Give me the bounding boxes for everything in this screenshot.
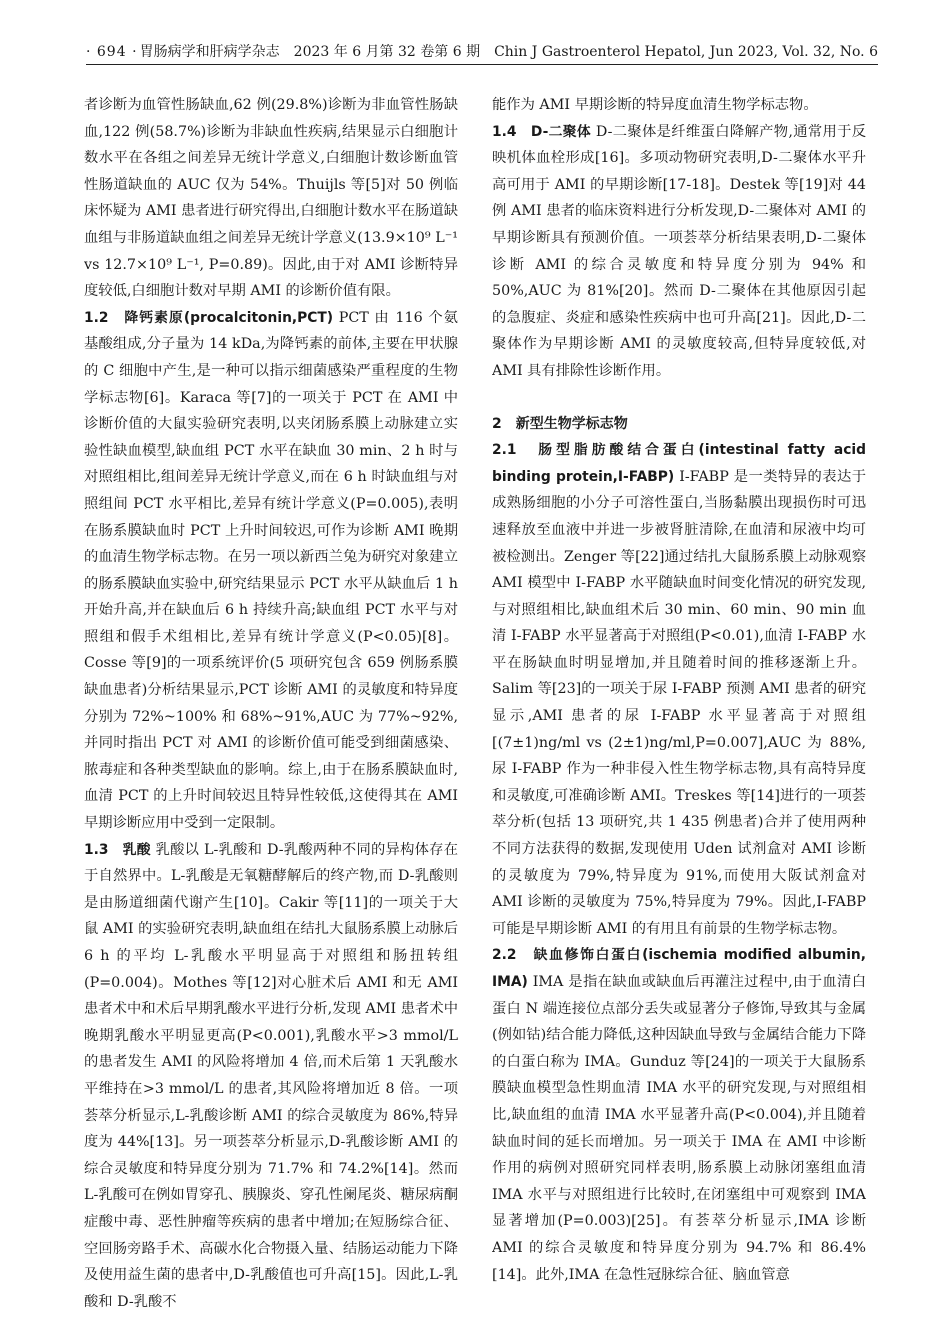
paragraph: 能作为 AMI 早期诊断的特异度血清生物学标志物。	[492, 97, 818, 113]
section-1-3	[84, 837, 458, 1316]
paragraph: 者诊断为血管性肠缺血,62 例(29.8%)诊断为非血管性肠缺血,122 例(58.7%)诊断为非缺血性疾病,结果显示白细胞计数水平在各组之间差异无统计学意义,白细胞计数诊断血管性肠道缺血的 AUC 仅为 54%。Thuijls 等[5]对 50 例临床怀疑为 AMI 患者进行研究得出,白细胞计数水平在肠道缺血组与非肠道缺血组之间差异无统计学意义(13.9×10⁹ L⁻¹ vs 12.7×10⁹ L⁻¹, P=0.89)。因此,由于对 AMI 诊断特异度较低,白细胞计数对早期 AMI 的诊断价值有限。	[84, 97, 458, 300]
section-heading: 2.1 肠型脂肪酸结合蛋白(intestinal fatty acid binding protein,I-FABP)	[492, 442, 866, 485]
right-column	[492, 92, 866, 1332]
section-heading: 1.2 降钙素原(procalcitonin,PCT)	[84, 309, 334, 326]
section-1-4	[492, 119, 866, 385]
section-body: 乳酸以 L-乳酸和 D-乳酸两种不同的异构体存在于自然界中。L-乳酸是无氧糖酵解后的终产物,而 D-乳酸则是由肠道细菌代谢产生[10]。Cakir 等[11]的一项关于大鼠 AMI 的实验研究表明,缺血组在结扎大鼠肠系膜上动脉后 6 h 的平均 L-乳酸水平明显高于对照组和肠扭转组(P=0.004)。Mothes 等[12]对心脏术后 AMI 和无 AMI 患者术中和术后早期乳酸水平进行分析,发现 AMI 患者术中晚期乳酸水平明显更高(P<0.001),乳酸水平>3 mmol/L 的患者发生 AMI 的风险将增加 4 倍,而术后第 1 天乳酸水平维持在>3 mmol/L 的患者,其风险将增加近 8 倍。一项荟萃分析显示,L-乳酸诊断 AMI 的综合灵敏度为 86%,特异度为 44%[13]。另一项荟萃分析显示,D-乳酸诊断 AMI 的综合灵敏度和特异度分别为 71.7% 和 74.2%[14]。然而 L-乳酸可在例如胃穿孔、胰腺炎、穿孔性阑尾炎、糖尿病酮症酸中毒、恶性肿瘤等疾病的患者中增加;在短肠综合征、空回肠旁路手术、高碳水化合物摄入量、结肠运动能力下降及使用益生菌的患者中,D-乳酸值也可升高[15]。因此,L-乳酸和 D-乳酸不	[84, 841, 458, 1310]
section-body: PCT 由 116 个氨基酸组成,分子量为 14 kDa,为降钙素的前体,主要在甲状腺的 C 细胞中产生,是一种可以指示细菌感染严重程度的生物学标志物[6]。Karaca 等[7]的一项关于 PCT 在 AMI 中诊断价值的大鼠实验研究表明,以夹闭肠系膜上动脉建立实验性缺血模型,缺血组 PCT 水平在缺血 30 min、2 h 时与对照组相比,组间差异无统计学意义,而在 6 h 时缺血组与对照组间 PCT 水平相比,差异有统计学意义(P=0.005),表明在肠系膜缺血时 PCT 上升时间较迟,可作为诊断 AMI 晚期的血清生物学标志物。在另一项以新西兰兔为研究对象建立的肠系膜缺血实验中,研究结果显示 PCT 水平从缺血后 1 h 开始升高,并在缺血后 6 h 持续升高;缺血组 PCT 水平与对照组和假手术组相比,差异有统计学意义(P<0.05)[8]。Cosse 等[9]的一项系统评价(5 项研究包含 659 例肠系膜缺血患者)分析结果显示,PCT 诊断 AMI 的灵敏度和特异度分别为 72%~100% 和 68%~91%,AUC 为 77%~92%,并同时指出 PCT 对 AMI 的诊断价值可能受到细菌感染、脓毒症和各种类型缺血的影响。综上,由于在肠系膜缺血时,血清 PCT 的上升时间较迟且特异性较低,这使得其在 AMI 早期诊断应用中受到一定限制。	[84, 309, 458, 832]
section-2-heading: 2 新型生物学标志物	[492, 415, 628, 432]
section-heading: 1.4 D-二聚体	[492, 123, 592, 140]
journal-citation: 胃肠病学和肝病学杂志 2023 年 6 月第 32 卷第 6 期 Chin J Gastroenterol Hepatol, Jun 2023, Vol. 32, No. 6	[139, 44, 878, 60]
section-heading: 2.2 缺血修饰白蛋白(ischemia modified albumin, IMA)	[492, 947, 866, 990]
section-2-2	[492, 942, 866, 1288]
section-1-2	[84, 305, 458, 837]
section-heading: 1.3 乳酸	[84, 841, 151, 858]
page-number: · 694 ·	[86, 44, 138, 60]
spacer	[492, 385, 866, 401]
section-body: D-二聚体是纤维蛋白降解产物,通常用于反映机体血栓形成[16]。多项动物研究表明,D-二聚体水平升高可用于 AMI 的早期诊断[17-18]。Destek 等[19]对 44 例 AMI 患者的临床资料进行分析发现,D-二聚体对 AMI 的早期诊断具有预测价值。一项荟萃分析结果表明,D-二聚体诊断 AMI 的综合灵敏度和特异度分别为 94% 和 50%,AUC 为 81%[20]。然而 D-二聚体在其他原因引起的急腹症、炎症和感染性疾病中也可升高[21]。因此,D-二聚体作为早期诊断 AMI 的灵敏度较高,但特异度较低,对 AMI 具有排除性诊断作用。	[492, 123, 866, 379]
section-body: IMA 是指在缺血或缺血后再灌注过程中,由于血清白蛋白 N 端连接位点部分丢失或显著分子修饰,导致其与金属(例如钴)结合能力降低,这种因缺血导致与金属结合能力下降的白蛋白称为 IMA。Gunduz 等[24]的一项关于大鼠肠系膜缺血模型急性期血清 IMA 水平的研究发现,与对照组相比,缺血组的血清 IMA 水平显著升高(P<0.004),并且随着缺血时间的延长而增加。另一项关于 IMA 在 AMI 中诊断作用的病例对照研究同样表明,肠系膜上动脉闭塞组血清 IMA 水平与对照组进行比较时,在闭塞组中可观察到 IMA 显著增加(P=0.003)[25]。有荟萃分析显示,IMA 诊断 AMI 的综合灵敏度和特异度分别为 94.7% 和 86.4%[14]。此外,IMA 在急性冠脉综合征、脑血管意	[492, 974, 866, 1283]
left-column	[84, 92, 458, 1332]
section-body: I-FABP 是一类特异的表达于成熟肠细胞的小分子可溶性蛋白,当肠黏膜出现损伤时可迅速释放至血液中并进一步被肾脏清除,在血清和尿液中均可被检测出。Zenger 等[22]通过结扎大鼠肠系膜上动脉观察 AMI 模型中 I-FABP 水平随缺血时间变化情况的研究发现,与对照组相比,缺血组术后 30 min、60 min、90 min 血清 I-FABP 水平显著高于对照组(P<0.01),血清 I-FABP 水平在肠缺血时明显增加,并且随着时间的推移逐渐上升。Salim 等[23]的一项关于尿 I-FABP 预测 AMI 患者的研究显示,AMI 患者的尿 I-FABP 水平显著高于对照组[(7±1)ng/ml vs (2±1)ng/ml,P=0.007],AUC 为 88%,尿 I-FABP 作为一种非侵入性生物学标志物,具有高特异度和灵敏度,可准确诊断 AMI。Treskes 等[14]进行的一项荟萃分析(包括 13 项研究,共 1 435 例患者)合并了使用两种不同方法获得的数据,发现使用 Uden 试剂盒对 AMI 诊断的灵敏度为 79%,特异度为 91%,而使用大阪试剂盒对 AMI 诊断的灵敏度为 75%,特异度为 79%。因此,I-FABP 可能是早期诊断 AMI 的有用且有前景的生物学标志物。	[492, 468, 866, 937]
running-header	[86, 42, 878, 65]
section-2-1	[492, 437, 866, 942]
